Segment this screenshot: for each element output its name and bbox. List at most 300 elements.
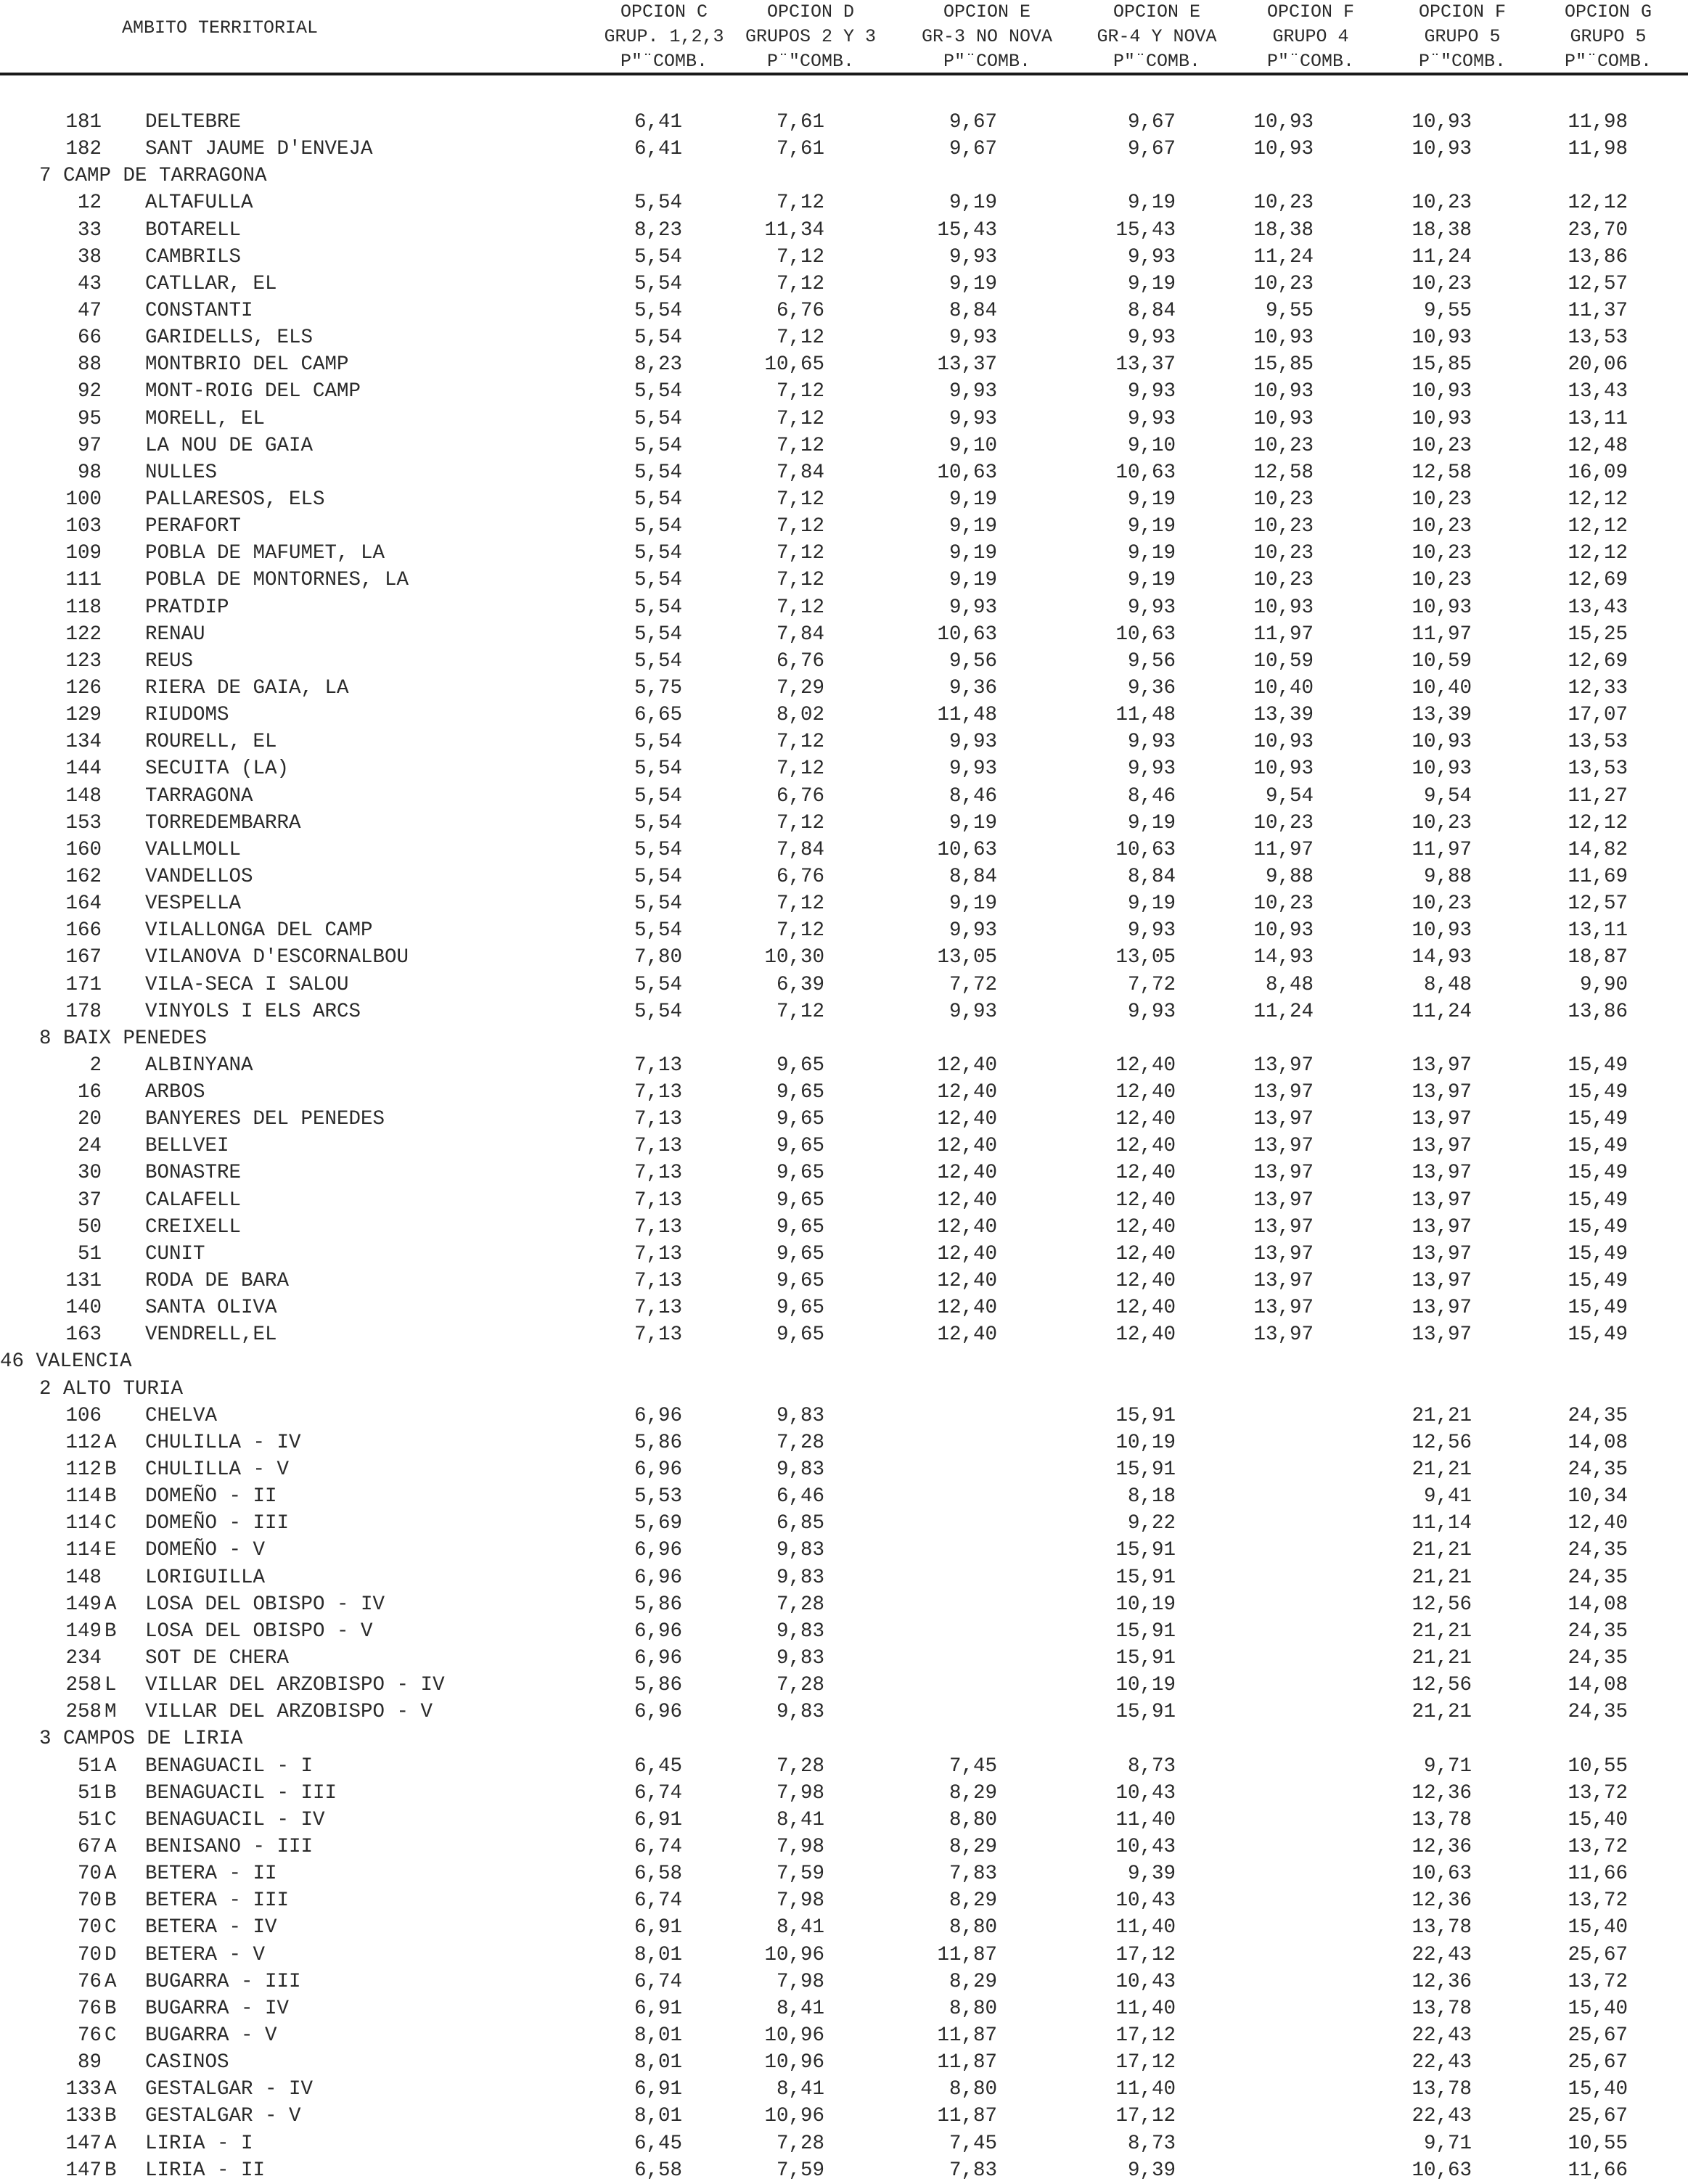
price-cell: 6,76 — [776, 865, 824, 888]
price-cell: 12,48 — [1568, 434, 1628, 457]
price-cell: 21,21 — [1412, 1539, 1472, 1562]
price-cell: 5,53 — [634, 1485, 682, 1508]
price-cell: 10,23 — [1412, 515, 1472, 538]
municipality-suffix: A — [105, 1863, 117, 1886]
price-cell: 7,13 — [634, 1108, 682, 1131]
price-cell: 12,56 — [1412, 1593, 1472, 1616]
price-cell: 9,56 — [949, 649, 997, 673]
table-row — [0, 109, 1688, 136]
price-cell: 11,34 — [764, 218, 824, 242]
municipality-name: VILLAR DEL ARZOBISPO - IV — [145, 1674, 445, 1697]
price-cell: 9,88 — [1423, 865, 1472, 888]
price-cell: 13,97 — [1253, 1135, 1314, 1158]
price-cell: 7,45 — [949, 1754, 997, 1778]
price-cell: 15,49 — [1568, 1270, 1628, 1293]
price-cell: 15,49 — [1568, 1054, 1628, 1077]
price-cell: 24,35 — [1568, 1619, 1628, 1643]
price-cell: 5,54 — [634, 192, 682, 215]
price-cell: 12,40 — [937, 1215, 997, 1239]
municipality-name: BUGARRA - V — [145, 2024, 277, 2047]
price-cell: 8,73 — [1127, 2132, 1176, 2155]
price-cell: 6,76 — [776, 299, 824, 322]
price-cell: 11,87 — [937, 2105, 997, 2128]
price-cell: 15,91 — [1115, 1458, 1176, 1482]
municipality-name: CALAFELL — [145, 1189, 242, 1212]
price-cell: 7,83 — [949, 2159, 997, 2182]
price-cell: 7,12 — [776, 407, 824, 430]
price-cell: 9,19 — [949, 811, 997, 834]
comarca-row — [0, 1376, 1688, 1403]
municipality-name: BENAGUACIL - III — [145, 1781, 337, 1805]
price-cell: 15,40 — [1568, 1916, 1628, 1939]
price-cell: 10,63 — [937, 461, 997, 484]
municipality-name: CASINOS — [145, 2051, 229, 2074]
price-cell: 21,21 — [1412, 1701, 1472, 1724]
municipality-code: 153 — [65, 811, 102, 834]
price-cell: 9,19 — [1127, 515, 1176, 538]
price-cell: 17,12 — [1115, 1943, 1176, 1966]
price-cell: 12,12 — [1568, 542, 1628, 565]
municipality-name: POBLA DE MONTORNES, LA — [145, 569, 409, 592]
province-row — [0, 1348, 1688, 1375]
price-cell: 12,40 — [937, 1081, 997, 1104]
price-cell: 10,63 — [1115, 461, 1176, 484]
price-cell: 7,12 — [776, 811, 824, 834]
price-cell: 9,65 — [776, 1162, 824, 1185]
price-cell: 9,65 — [776, 1242, 824, 1265]
price-cell: 12,40 — [1115, 1054, 1176, 1077]
municipality-suffix: A — [105, 1754, 117, 1778]
header-column — [731, 0, 890, 74]
price-cell: 15,91 — [1115, 1701, 1176, 1724]
price-cell: 11,87 — [937, 2051, 997, 2074]
table-row — [0, 890, 1688, 917]
price-cell: 7,12 — [776, 488, 824, 511]
municipality-name: TARRAGONA — [145, 784, 253, 808]
price-cell: 13,97 — [1412, 1189, 1472, 1212]
price-cell: 10,93 — [1253, 407, 1314, 430]
price-cell: 10,59 — [1253, 649, 1314, 673]
municipality-name: DELTEBRE — [145, 111, 242, 134]
price-cell: 9,83 — [776, 1619, 824, 1643]
price-cell: 13,39 — [1412, 704, 1472, 727]
table-row — [0, 189, 1688, 216]
price-cell: 7,84 — [776, 461, 824, 484]
price-cell: 8,80 — [949, 1808, 997, 1831]
price-cell: 24,35 — [1568, 1701, 1628, 1724]
price-cell: 9,93 — [949, 919, 997, 943]
price-cell: 13,97 — [1412, 1297, 1472, 1320]
price-cell: 8,80 — [949, 1916, 997, 1939]
price-cell: 13,78 — [1412, 2078, 1472, 2101]
municipality-code: 98 — [77, 461, 102, 484]
header-column — [1077, 0, 1237, 74]
price-cell: 12,57 — [1568, 272, 1628, 295]
municipality-code: 148 — [65, 784, 102, 808]
price-cell: 9,19 — [949, 488, 997, 511]
municipality-code: 50 — [77, 1215, 102, 1239]
municipality-suffix: C — [105, 1808, 117, 1831]
price-cell: 10,63 — [937, 623, 997, 646]
price-cell: 8,46 — [949, 784, 997, 808]
municipality-code: 114 — [65, 1485, 102, 1508]
table-row — [0, 1052, 1688, 1079]
price-cell: 13,97 — [1412, 1270, 1472, 1293]
table-row — [0, 1241, 1688, 1268]
price-cell: 15,91 — [1115, 1539, 1176, 1562]
price-cell: 10,63 — [1115, 623, 1176, 646]
price-cell: 9,67 — [949, 138, 997, 161]
price-cell: 13,05 — [1115, 946, 1176, 969]
price-cell: 15,49 — [1568, 1242, 1628, 1265]
price-cell: 11,69 — [1568, 865, 1628, 888]
table-row — [0, 2022, 1688, 2049]
table-row — [0, 1106, 1688, 1133]
municipality-code: 149 — [65, 1593, 102, 1616]
price-cell: 12,40 — [1115, 1189, 1176, 1212]
municipality-code: 144 — [65, 758, 102, 781]
price-cell: 6,41 — [634, 138, 682, 161]
price-cell: 9,93 — [1127, 596, 1176, 619]
price-cell: 9,93 — [1127, 327, 1176, 350]
price-cell: 5,86 — [634, 1431, 682, 1454]
price-cell: 9,54 — [1423, 784, 1472, 808]
price-cell: 17,07 — [1568, 704, 1628, 727]
price-cell: 8,80 — [949, 2078, 997, 2101]
price-cell: 9,65 — [776, 1054, 824, 1077]
price-cell: 7,13 — [634, 1189, 682, 1212]
price-cell: 7,13 — [634, 1242, 682, 1265]
table-row — [0, 1753, 1688, 1780]
table-row — [0, 1294, 1688, 1321]
price-cell: 7,12 — [776, 192, 824, 215]
header-column-line: OPCION F — [1418, 1, 1507, 22]
price-cell: 12,40 — [937, 1189, 997, 1212]
price-cell: 13,97 — [1412, 1162, 1472, 1185]
price-cell: 7,59 — [776, 2159, 824, 2182]
price-cell: 7,28 — [776, 1754, 824, 1778]
price-cell: 10,93 — [1412, 731, 1472, 754]
price-cell: 9,93 — [1127, 245, 1176, 268]
price-cell: 9,93 — [1127, 380, 1176, 403]
price-cell: 9,93 — [1127, 758, 1176, 781]
municipality-suffix: A — [105, 1970, 117, 1993]
table-row — [0, 297, 1688, 324]
price-cell: 15,49 — [1568, 1323, 1628, 1347]
price-cell: 15,25 — [1568, 623, 1628, 646]
price-cell: 24,35 — [1568, 1458, 1628, 1482]
table-row — [0, 1672, 1688, 1699]
price-cell: 10,96 — [764, 2051, 824, 2074]
price-cell: 11,27 — [1568, 784, 1628, 808]
price-cell: 10,19 — [1115, 1593, 1176, 1616]
municipality-name: CONSTANTI — [145, 299, 253, 322]
price-cell: 7,12 — [776, 542, 824, 565]
price-cell: 24,35 — [1568, 1647, 1628, 1670]
header-column-line: P"¨COMB. — [1113, 51, 1201, 72]
price-cell: 12,69 — [1568, 649, 1628, 673]
municipality-name: CREIXELL — [145, 1215, 242, 1239]
price-cell: 15,43 — [937, 218, 997, 242]
price-cell: 7,84 — [776, 623, 824, 646]
price-cell: 7,28 — [776, 1593, 824, 1616]
price-cell: 11,98 — [1568, 138, 1628, 161]
table-row — [0, 1321, 1688, 1348]
municipality-name: PERAFORT — [145, 515, 242, 538]
price-cell: 11,97 — [1412, 623, 1472, 646]
price-cell: 5,54 — [634, 488, 682, 511]
table-row — [0, 1914, 1688, 1941]
table-row — [0, 1483, 1688, 1510]
price-cell: 5,54 — [634, 407, 682, 430]
price-cell: 9,93 — [1127, 731, 1176, 754]
price-cell: 6,96 — [634, 1566, 682, 1589]
price-cell: 9,67 — [1127, 111, 1176, 134]
price-cell: 15,49 — [1568, 1108, 1628, 1131]
municipality-code: 43 — [77, 272, 102, 295]
municipality-suffix: C — [105, 1916, 117, 1939]
price-cell: 13,97 — [1253, 1297, 1314, 1320]
price-cell: 13,78 — [1412, 1808, 1472, 1831]
municipality-name: VILALLONGA DEL CAMP — [145, 919, 373, 943]
municipality-name: VILLAR DEL ARZOBISPO - V — [145, 1701, 433, 1724]
price-cell: 7,28 — [776, 1431, 824, 1454]
municipality-name: BENAGUACIL - IV — [145, 1808, 325, 1831]
municipality-name: VILANOVA D'ESCORNALBOU — [145, 946, 409, 969]
municipality-code: 163 — [65, 1323, 102, 1347]
municipality-suffix: B — [105, 1458, 117, 1482]
price-cell: 6,41 — [634, 111, 682, 134]
price-cell: 10,23 — [1253, 272, 1314, 295]
price-cell: 10,23 — [1253, 515, 1314, 538]
municipality-code: 182 — [65, 138, 102, 161]
price-cell: 5,54 — [634, 731, 682, 754]
price-cell: 12,40 — [937, 1242, 997, 1265]
price-cell: 11,24 — [1253, 245, 1314, 268]
price-cell: 6,96 — [634, 1539, 682, 1562]
table-row — [0, 917, 1688, 944]
municipality-code: 24 — [77, 1135, 102, 1158]
header-column-line: GRUP. 1,2,3 — [604, 26, 724, 47]
municipality-code: 37 — [77, 1189, 102, 1212]
price-cell: 13,97 — [1412, 1242, 1472, 1265]
price-cell: 10,93 — [1412, 327, 1472, 350]
table-row — [0, 432, 1688, 459]
price-cell: 8,29 — [949, 1836, 997, 1858]
price-cell: 9,19 — [1127, 569, 1176, 592]
price-cell: 7,84 — [776, 838, 824, 861]
price-cell: 8,01 — [634, 1943, 682, 1966]
price-cell: 9,19 — [1127, 192, 1176, 215]
price-cell: 12,33 — [1568, 676, 1628, 699]
municipality-name: LIRIA - II — [145, 2159, 266, 2182]
table-row — [0, 1268, 1688, 1294]
price-cell: 6,96 — [634, 1619, 682, 1643]
price-cell: 7,12 — [776, 245, 824, 268]
municipality-code: 140 — [65, 1297, 102, 1320]
price-cell: 12,40 — [937, 1323, 997, 1347]
price-cell: 8,01 — [634, 2051, 682, 2074]
price-cell: 10,19 — [1115, 1674, 1176, 1697]
municipality-name: GARIDELLS, ELS — [145, 327, 314, 350]
table-row — [0, 1699, 1688, 1725]
municipality-code: 38 — [77, 245, 102, 268]
price-cell: 9,19 — [1127, 272, 1176, 295]
price-cell: 12,40 — [1115, 1081, 1176, 1104]
table-row — [0, 863, 1688, 890]
municipality-code: 97 — [77, 434, 102, 457]
price-cell: 22,43 — [1412, 2051, 1472, 2074]
municipality-code: 118 — [65, 596, 102, 619]
municipality-name: DOMEÑO - II — [145, 1485, 277, 1508]
municipality-suffix: B — [105, 1485, 117, 1508]
price-cell: 12,12 — [1568, 515, 1628, 538]
header-column-line: P"¨COMB. — [1266, 51, 1355, 72]
price-cell: 7,28 — [776, 1674, 824, 1697]
table-row — [0, 755, 1688, 782]
price-cell: 7,45 — [949, 2132, 997, 2155]
price-cell: 7,13 — [634, 1162, 682, 1185]
price-cell: 15,49 — [1568, 1162, 1628, 1185]
price-cell: 8,18 — [1127, 1485, 1176, 1508]
price-cell: 13,39 — [1253, 704, 1314, 727]
price-cell: 5,54 — [634, 838, 682, 861]
header-rule — [0, 73, 1688, 75]
price-cell: 12,40 — [937, 1270, 997, 1293]
municipality-suffix: C — [105, 1512, 117, 1535]
table-row — [0, 1860, 1688, 1887]
municipality-code: 234 — [65, 1647, 102, 1670]
comarca-name: 7 CAMP DE TARRAGONA — [39, 165, 267, 188]
price-cell: 5,54 — [634, 1000, 682, 1023]
price-cell: 9,93 — [1127, 919, 1176, 943]
price-cell: 8,84 — [1127, 299, 1176, 322]
price-cell: 5,54 — [634, 758, 682, 781]
price-cell: 7,12 — [776, 569, 824, 592]
price-cell: 10,93 — [1253, 327, 1314, 350]
price-cell: 9,93 — [949, 1000, 997, 1023]
table-row — [0, 594, 1688, 621]
price-cell: 8,41 — [776, 1997, 824, 2020]
table-row — [0, 621, 1688, 648]
price-cell: 9,19 — [1127, 488, 1176, 511]
price-cell: 13,97 — [1253, 1270, 1314, 1293]
municipality-name: MONT-ROIG DEL CAMP — [145, 380, 361, 403]
price-cell: 9,55 — [1265, 299, 1314, 322]
municipality-code: 133 — [65, 2078, 102, 2101]
price-cell: 13,97 — [1412, 1215, 1472, 1239]
price-cell: 17,12 — [1115, 2051, 1176, 2074]
price-cell: 12,40 — [937, 1297, 997, 1320]
municipality-code: 20 — [77, 1108, 102, 1131]
price-cell: 9,65 — [776, 1270, 824, 1293]
municipality-name: CUNIT — [145, 1242, 205, 1265]
price-cell: 6,76 — [776, 784, 824, 808]
price-cell: 6,65 — [634, 704, 682, 727]
municipality-code: 106 — [65, 1404, 102, 1427]
table-row — [0, 1834, 1688, 1860]
price-cell: 11,40 — [1115, 1916, 1176, 1939]
price-cell: 7,72 — [1127, 973, 1176, 996]
price-cell: 13,78 — [1412, 1997, 1472, 2020]
price-cell: 15,85 — [1253, 353, 1314, 377]
municipality-code: 164 — [65, 892, 102, 916]
table-row — [0, 513, 1688, 540]
price-cell: 15,43 — [1115, 218, 1176, 242]
comarca-row — [0, 1725, 1688, 1752]
price-cell: 11,87 — [937, 1943, 997, 1966]
header-column-line: OPCION E — [943, 1, 1031, 22]
municipality-name: ROURELL, EL — [145, 731, 277, 754]
price-cell: 13,97 — [1412, 1135, 1472, 1158]
price-cell: 10,65 — [764, 353, 824, 377]
municipality-name: CHELVA — [145, 1404, 218, 1427]
price-cell: 12,12 — [1568, 488, 1628, 511]
price-cell: 9,36 — [949, 676, 997, 699]
price-cell: 12,36 — [1412, 1889, 1472, 1913]
price-cell: 13,97 — [1253, 1081, 1314, 1104]
municipality-code: 109 — [65, 542, 102, 565]
header-column-line: OPCION F — [1266, 1, 1355, 22]
municipality-code: 67 — [77, 1836, 102, 1858]
price-cell: 15,40 — [1568, 1808, 1628, 1831]
price-cell: 9,54 — [1265, 784, 1314, 808]
price-cell: 13,72 — [1568, 1970, 1628, 1993]
price-cell: 8,48 — [1423, 973, 1472, 996]
price-cell: 9,19 — [949, 272, 997, 295]
price-cell: 13,53 — [1568, 731, 1628, 754]
price-cell: 13,97 — [1412, 1323, 1472, 1347]
municipality-code: 2 — [89, 1054, 102, 1077]
price-cell: 13,97 — [1412, 1108, 1472, 1131]
price-cell: 12,40 — [1568, 1512, 1628, 1535]
municipality-name: BONASTRE — [145, 1162, 242, 1185]
table-row — [0, 459, 1688, 486]
table-row — [0, 2103, 1688, 2130]
municipality-name: BELLVEI — [145, 1135, 229, 1158]
price-cell: 13,97 — [1253, 1054, 1314, 1077]
price-cell: 23,70 — [1568, 218, 1628, 242]
price-cell: 5,54 — [634, 434, 682, 457]
price-cell: 7,98 — [776, 1781, 824, 1805]
table-row — [0, 728, 1688, 755]
table-row — [0, 998, 1688, 1025]
price-cell: 9,90 — [1579, 973, 1628, 996]
price-cell: 9,56 — [1127, 649, 1176, 673]
header-column-line: GRUPO 4 — [1272, 26, 1349, 47]
municipality-suffix: E — [105, 1539, 117, 1562]
price-cell: 13,72 — [1568, 1836, 1628, 1858]
price-cell: 15,40 — [1568, 2078, 1628, 2101]
municipality-code: 167 — [65, 946, 102, 969]
municipality-code: 88 — [77, 353, 102, 377]
price-cell: 17,12 — [1115, 2105, 1176, 2128]
municipality-code: 160 — [65, 838, 102, 861]
price-cell: 12,40 — [1115, 1297, 1176, 1320]
comarca-name: 2 ALTO TURIA — [39, 1377, 184, 1400]
price-cell: 9,19 — [949, 515, 997, 538]
municipality-suffix: A — [105, 2132, 117, 2155]
table-row — [0, 1942, 1688, 1969]
price-cell: 7,12 — [776, 919, 824, 943]
table-row — [0, 1807, 1688, 1834]
price-cell: 7,12 — [776, 892, 824, 916]
price-cell: 13,43 — [1568, 596, 1628, 619]
price-cell: 25,67 — [1568, 2105, 1628, 2128]
table-row — [0, 244, 1688, 271]
price-cell: 10,93 — [1253, 111, 1314, 134]
price-cell: 12,40 — [1115, 1242, 1176, 1265]
